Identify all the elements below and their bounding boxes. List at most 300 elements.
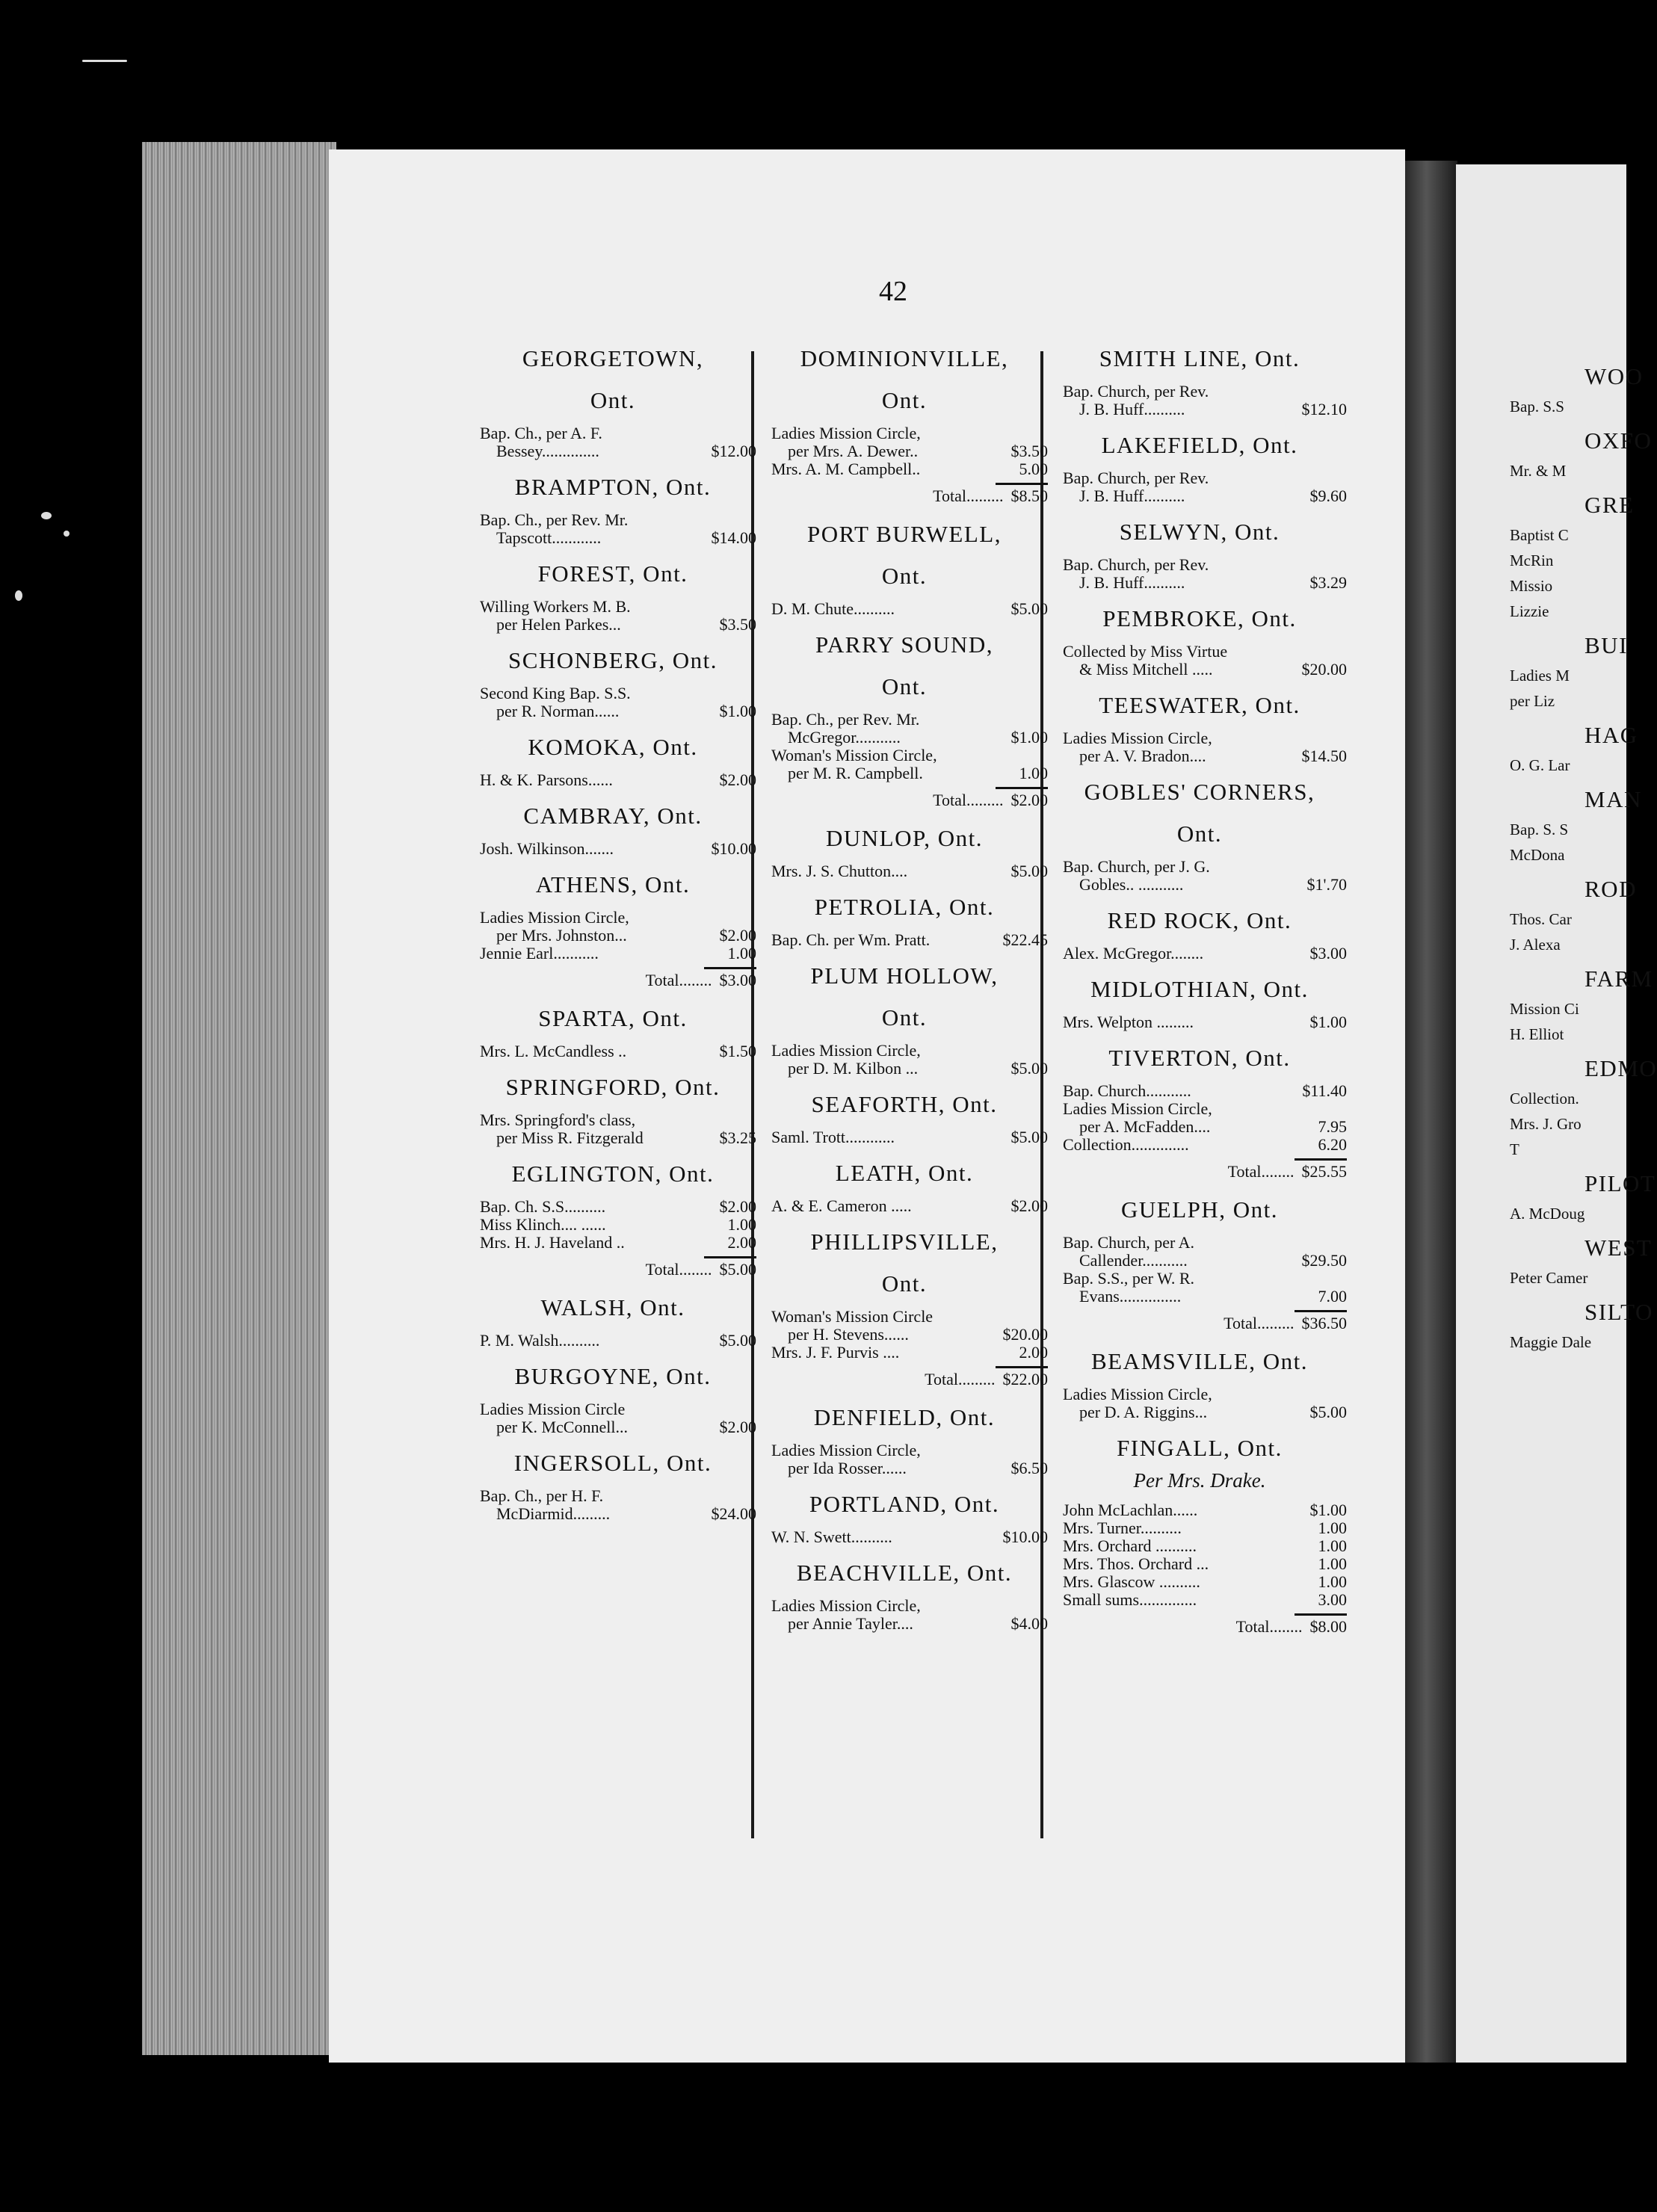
facing-page-heading: FARM [1585,966,1653,992]
contributor-text: P. M. Walsh.......... [480,1331,600,1350]
total-line [755,1368,1054,1391]
contribution-amount: $6.50 [1010,1459,1048,1477]
facing-page-line: Ladies M [1510,667,1570,685]
contributor-text: per R. Norman...... [496,702,620,720]
total-amount: $2.00 [1010,791,1048,809]
contribution-line [755,729,1054,747]
contribution-entry [463,870,762,992]
dust-speck [41,512,52,519]
contributor-text: Woman's Mission Circle, [771,746,937,764]
place-heading: PEMBROKE, Ont. [1102,605,1297,631]
facing-page-heading: GRE [1585,492,1635,518]
contribution-lines [1046,1385,1353,1421]
contribution-amount: $29.50 [1301,1251,1347,1270]
contribution-line [463,511,762,529]
contribution-line [755,1308,1054,1326]
contribution-lines [755,931,1054,949]
contributor-text: A. & E. Cameron ..... [771,1196,912,1215]
contributor-text: J. B. Huff.......... [1079,573,1185,592]
contribution-lines [463,1042,762,1060]
contribution-amount: $5.00 [1010,1128,1048,1146]
total-label: Total......... [925,1370,996,1388]
contributor-text: Mrs. J. F. Purvis .... [771,1343,900,1362]
facing-page-line: Lizzie [1510,602,1549,620]
contribution-entry [1046,1043,1353,1183]
dust-speck [82,60,127,62]
contribution-entry [755,892,1054,949]
contribution-amount [990,1308,1048,1326]
total-amount: $22.00 [1002,1370,1048,1388]
contribution-amount [698,1400,756,1418]
contribution-amount: $2.00 [719,1418,756,1436]
contribution-amount: 2.00 [1019,1343,1048,1362]
contributor-text: per Annie Tayler.... [788,1614,913,1633]
total-label: Total......... [933,791,1004,809]
contributor-text: Small sums.............. [1063,1590,1197,1609]
contribution-amount: $1.50 [719,1042,756,1060]
contributor-text: Collected by Miss Virtue [1063,642,1228,661]
facing-page-line: Mr. & M [1510,462,1567,480]
contribution-line [1046,1591,1353,1609]
contribution-line [1046,643,1353,661]
contribution-line [1046,1136,1353,1154]
contribution-line [1046,1013,1353,1031]
place-heading: FINGALL, Ont. [1117,1435,1283,1461]
book-gutter [1405,161,1457,2063]
contributor-text: per Mrs. A. Dewer.. [788,442,919,460]
contribution-line [755,1042,1054,1060]
contributor-text: Ladies Mission Circle, [771,1041,921,1060]
contribution-line [1046,383,1353,401]
contributor-text: per Miss R. Fitzgerald [496,1128,644,1147]
contributor-text: Ladies Mission Circle, [771,1596,921,1615]
contribution-amount [698,424,756,442]
contribution-amount: $2.00 [719,926,756,945]
contribution-lines [755,1597,1054,1633]
contribution-amount [1289,469,1347,487]
contribution-line [755,1060,1054,1078]
contribution-entry [1046,777,1353,894]
contribution-line [755,1615,1054,1633]
contribution-entry [755,1227,1054,1391]
contribution-amount: $10.00 [1002,1527,1048,1546]
contributor-text: Mrs. Thos. Orchard ... [1063,1554,1209,1573]
facing-page-line: McDona [1510,846,1565,864]
total-amount: $36.50 [1301,1314,1347,1332]
facing-page-heading: HAG [1585,722,1638,748]
place-heading: DENFIELD, Ont. [813,1404,996,1430]
contribution-entry [463,1159,762,1281]
contribution-amount: 7.00 [1318,1287,1347,1306]
contribution-line [1046,1100,1353,1118]
contribution-lines [463,598,762,634]
contribution-lines [755,600,1054,618]
contribution-lines [463,1332,762,1350]
facing-page-heading: EDMO [1585,1055,1657,1081]
contribution-amount: $3.50 [719,615,756,634]
contribution-amount: $14.00 [711,528,756,547]
contribution-lines [755,711,1054,782]
contribution-amount: $2.00 [719,770,756,789]
contribution-line [1046,1270,1353,1288]
contribution-entry [755,519,1054,618]
contribution-line [463,529,762,547]
dust-speck [64,531,70,537]
contribution-lines [1046,469,1353,505]
total-label: Total........ [645,1260,712,1279]
book-page-edge [142,142,336,2055]
contribution-line [755,424,1054,442]
contributor-text: per K. McConnell... [496,1418,628,1436]
contribution-amount [990,1442,1048,1459]
contribution-entry [1046,604,1353,679]
facing-page-line: O. G. Lar [1510,756,1570,774]
contribution-lines [1046,556,1353,592]
contribution-amount: $5.00 [1010,862,1048,880]
contribution-lines [463,1487,762,1523]
contribution-amount: $22.45 [1002,930,1048,949]
total-line [755,485,1054,507]
contributor-text: per M. R. Campbell. [788,764,923,782]
contribution-entry [463,801,762,858]
contribution-amount: 1.00 [1318,1554,1347,1573]
place-heading: PHILLIPSVILLE, [810,1229,999,1255]
contribution-amount [1289,729,1347,747]
contribution-amount: $3.00 [1309,944,1347,963]
place-heading: MIDLOTHIAN, Ont. [1090,976,1309,1002]
contribution-line [755,1128,1054,1146]
contributor-text: Tapscott............ [496,528,602,547]
place-heading: PETROLIA, Ont. [814,894,995,920]
contribution-line [1046,556,1353,574]
facing-page-line: per Liz [1510,692,1555,710]
contribution-entry [463,1004,762,1060]
contribution-line [463,1129,762,1147]
place-heading: BEACHVILLE, Ont. [796,1560,1013,1586]
contribution-amount: $2.00 [1010,1196,1048,1215]
contribution-amount: $3.29 [1309,573,1347,592]
place-heading: CAMBRAY, Ont. [523,803,703,829]
facing-page-heading: ROD [1585,876,1637,902]
contribution-lines [463,771,762,789]
contribution-line [755,600,1054,618]
contribution-entry [755,1158,1054,1215]
entry-subheading: Per Mrs. Drake. [1133,1469,1266,1492]
contribution-amount: $2.00 [719,1197,756,1216]
contribution-amount: 6.20 [1318,1135,1347,1154]
contributor-text: Bap. Ch., per H. F. [480,1486,604,1505]
contributor-text: Ladies Mission Circle, [1063,1099,1212,1118]
contributor-text: Mrs. Turner.......... [1063,1519,1182,1537]
contribution-amount: 1.00 [727,1215,756,1234]
contributor-text: Ladies Mission Circle, [1063,729,1212,747]
contribution-amount: $20.00 [1002,1325,1048,1344]
contribution-line [1046,661,1353,679]
contribution-lines [1046,1234,1353,1306]
contributor-text: per H. Stevens...... [788,1325,909,1344]
contributor-text: Bap. Church, per Rev. [1063,469,1209,487]
contribution-amount [698,598,756,616]
place-heading: RED ROCK, Ont. [1107,907,1292,933]
contributor-text: Willing Workers M. B. [480,597,631,616]
place-heading: DUNLOP, Ont. [825,825,984,851]
contribution-line [755,442,1054,460]
place-heading-province: Ont. [881,563,928,589]
contribution-line [1046,1234,1353,1252]
contribution-entry [755,344,1054,507]
contribution-entry [463,1448,762,1523]
contributor-text: per D. A. Riggins... [1079,1403,1208,1421]
facing-page-line: Collection. [1510,1090,1579,1107]
contributor-text: Ladies Mission Circle, [1063,1385,1212,1403]
contribution-line [463,1111,762,1129]
contribution-line [1046,401,1353,418]
contributor-text: Ladies Mission Circle [480,1400,626,1418]
contribution-line [1046,1118,1353,1136]
contributor-text: Saml. Trott............ [771,1128,895,1146]
total-label: Total........ [645,971,712,989]
contribution-amount [1289,1385,1347,1403]
contribution-lines [1046,729,1353,765]
place-heading: ATHENS, Ont. [535,871,691,898]
contribution-amount: $12.00 [711,442,756,460]
contribution-amount: $5.00 [1309,1403,1347,1421]
contributor-text: Ladies Mission Circle, [771,424,921,442]
total-line [1046,1312,1353,1335]
contribution-entry [463,1293,762,1350]
contributor-text: Mrs. A. M. Campbell.. [771,460,921,478]
contribution-line [1046,1519,1353,1537]
contribution-line [1046,1537,1353,1555]
contributor-text: J. B. Huff.......... [1079,400,1185,418]
contribution-line [1046,747,1353,765]
contribution-entry [1046,430,1353,505]
contributor-text: per Ida Rosser...... [788,1459,907,1477]
contribution-line [1046,574,1353,592]
contributor-text: per A. McFadden.... [1079,1117,1211,1136]
contribution-line [755,1442,1054,1459]
facing-page-line: McRin [1510,552,1554,569]
place-heading: GOBLES' CORNERS, [1084,779,1315,805]
facing-page-heading: SILTO [1585,1299,1653,1325]
contribution-amount [990,1597,1048,1615]
contribution-lines [463,1400,762,1436]
contribution-amount: $1.00 [1309,1501,1347,1519]
contribution-line [755,931,1054,949]
place-heading: LAKEFIELD, Ont. [1101,432,1298,458]
contribution-line [463,909,762,927]
contribution-line [755,747,1054,764]
contributor-text: Bap. Ch., per Rev. Mr. [771,710,920,729]
contribution-amount [990,1042,1048,1060]
contribution-amount: $20.00 [1301,660,1347,679]
facing-page-text [1510,351,1657,1351]
contribution-entry [1046,517,1353,592]
contribution-lines [755,1442,1054,1477]
contributor-text: Woman's Mission Circle [771,1307,934,1326]
column-1 [463,344,762,1523]
contribution-lines [755,1308,1054,1362]
contribution-line [463,1234,762,1252]
contribution-line [1046,1082,1353,1100]
contributor-text: Second King Bap. S.S. [480,684,631,702]
contributor-text: Jennie Earl........... [480,944,599,963]
column-3 [1046,344,1353,1638]
contributor-text: Bap. Church........... [1063,1081,1191,1100]
place-heading: FOREST, Ont. [537,560,688,587]
contribution-lines [755,424,1054,478]
contribution-lines [1046,1501,1353,1609]
contribution-amount: $24.00 [711,1504,756,1523]
contribution-line [1046,487,1353,505]
contributor-text: Bap. S.S., per W. R. [1063,1269,1195,1288]
contribution-lines [1046,383,1353,418]
facing-page-line: Baptist C [1510,526,1569,544]
contributor-text: D. M. Chute.......... [771,599,895,618]
contribution-entry [1046,1433,1353,1638]
place-heading-province: Ont. [881,387,928,413]
contributor-text: Bap. Church, per Rev. [1063,555,1209,574]
contribution-entry [463,559,762,634]
place-heading: SPARTA, Ont. [538,1005,688,1031]
contributor-text: Alex. McGregor........ [1063,944,1204,963]
contribution-amount [990,711,1048,729]
contribution-amount [698,1111,756,1129]
total-amount: $25.55 [1301,1162,1347,1181]
contribution-amount [1289,1270,1347,1288]
facing-page-heading: PILOT [1585,1170,1656,1196]
place-heading: SCHONBERG, Ont. [507,647,718,673]
contributor-text: per D. M. Kilbon ... [788,1059,919,1078]
contribution-line [1046,858,1353,876]
contribution-amount [990,424,1048,442]
contribution-line [463,598,762,616]
contributor-text: Bap. Ch. S.S.......... [480,1197,606,1216]
place-heading: BRAMPTON, Ont. [514,474,712,500]
contribution-entry [755,1558,1054,1633]
contribution-line [463,424,762,442]
contributor-text: Bap. Ch., per Rev. Mr. [480,510,629,529]
facing-page-line: J. Alexa [1510,936,1561,954]
contributor-text: Gobles.. ........... [1079,875,1184,894]
facing-page-line: Missio [1510,577,1553,595]
contribution-amount: 1.00 [1318,1572,1347,1591]
contribution-line [755,1459,1054,1477]
contribution-line [463,1400,762,1418]
contribution-line [463,840,762,858]
facing-page-line: Peter Camer [1510,1269,1588,1287]
contributor-text: Evans............... [1079,1287,1182,1306]
contribution-line [463,1505,762,1523]
contribution-lines [463,840,762,858]
place-heading-province: Ont. [590,387,636,413]
contribution-entry [1046,974,1353,1031]
contribution-line [1046,1385,1353,1403]
facing-page-line: Mission Ci [1510,1000,1579,1018]
contribution-amount [990,747,1048,764]
contributor-text: Collection.............. [1063,1135,1189,1154]
contribution-line [1046,876,1353,894]
contribution-line [1046,1501,1353,1519]
contributor-text: Mrs. Welpton ......... [1063,1013,1194,1031]
contribution-entry [463,472,762,547]
contribution-amount [698,909,756,927]
contribution-amount: 3.00 [1318,1590,1347,1609]
contribution-line [463,616,762,634]
contribution-entry [1046,1347,1353,1421]
contribution-amount: $12.10 [1301,400,1347,418]
contributor-text: Josh. Wilkinson....... [480,839,614,858]
contributor-text: Bap. Ch., per A. F. [480,424,602,442]
contributor-text: W. N. Swett.......... [771,1527,892,1546]
contribution-entry [1046,1195,1353,1335]
contribution-line [755,1528,1054,1546]
contribution-amount [1289,556,1347,574]
contributor-text: per Helen Parkes... [496,615,621,634]
contribution-line [463,771,762,789]
contribution-entry [755,824,1054,880]
contribution-lines [463,1111,762,1147]
contribution-lines [1046,858,1353,894]
contributor-text: Callender........... [1079,1251,1188,1270]
place-heading-province: Ont. [881,1004,928,1031]
contribution-entry [463,646,762,720]
facing-page-line: H. Elliot [1510,1025,1564,1043]
contribution-entry [1046,906,1353,963]
contribution-line [463,1487,762,1505]
contribution-line [463,1216,762,1234]
contribution-amount: $1.00 [1309,1013,1347,1031]
contribution-line [463,702,762,720]
contribution-amount [1289,1234,1347,1252]
contribution-line [755,460,1054,478]
contribution-entry [463,1362,762,1436]
facing-page-heading: OXFO [1585,427,1653,454]
contribution-line [755,1344,1054,1362]
place-heading: TIVERTON, Ont. [1108,1045,1291,1071]
total-line [463,969,762,992]
contribution-amount: $3.25 [719,1128,756,1147]
facing-page-line: Maggie Dale [1510,1333,1592,1351]
contribution-amount: $10.00 [711,839,756,858]
contribution-amount: $1.00 [719,702,756,720]
contribution-line [755,862,1054,880]
contributor-text: H. & K. Parsons...... [480,770,613,789]
facing-page-heading: MAN [1585,786,1642,812]
contributor-text: John McLachlan...... [1063,1501,1198,1519]
total-line [463,1258,762,1281]
place-heading: PARRY SOUND, [815,631,993,658]
total-label: Total......... [933,486,1004,505]
contribution-entry [1046,344,1353,418]
contributor-text: Ladies Mission Circle, [480,908,629,927]
place-heading: INGERSOLL, Ont. [513,1450,712,1476]
place-heading: BEAMSVILLE, Ont. [1090,1348,1309,1374]
contribution-line [1046,1403,1353,1421]
contribution-amount: $5.00 [1010,1059,1048,1078]
contribution-amount: $9.60 [1309,486,1347,505]
contribution-amount: 1.00 [727,944,756,963]
contribution-amount: $1'.70 [1306,875,1347,894]
contribution-line [755,1597,1054,1615]
contribution-entry [463,344,762,460]
contribution-amount: $5.00 [719,1331,756,1350]
facing-page-heading: BUI [1585,632,1628,658]
contribution-line [1046,1288,1353,1306]
contribution-entry [463,1072,762,1147]
total-label: Total........ [1235,1617,1303,1636]
contribution-line [1046,1555,1353,1573]
